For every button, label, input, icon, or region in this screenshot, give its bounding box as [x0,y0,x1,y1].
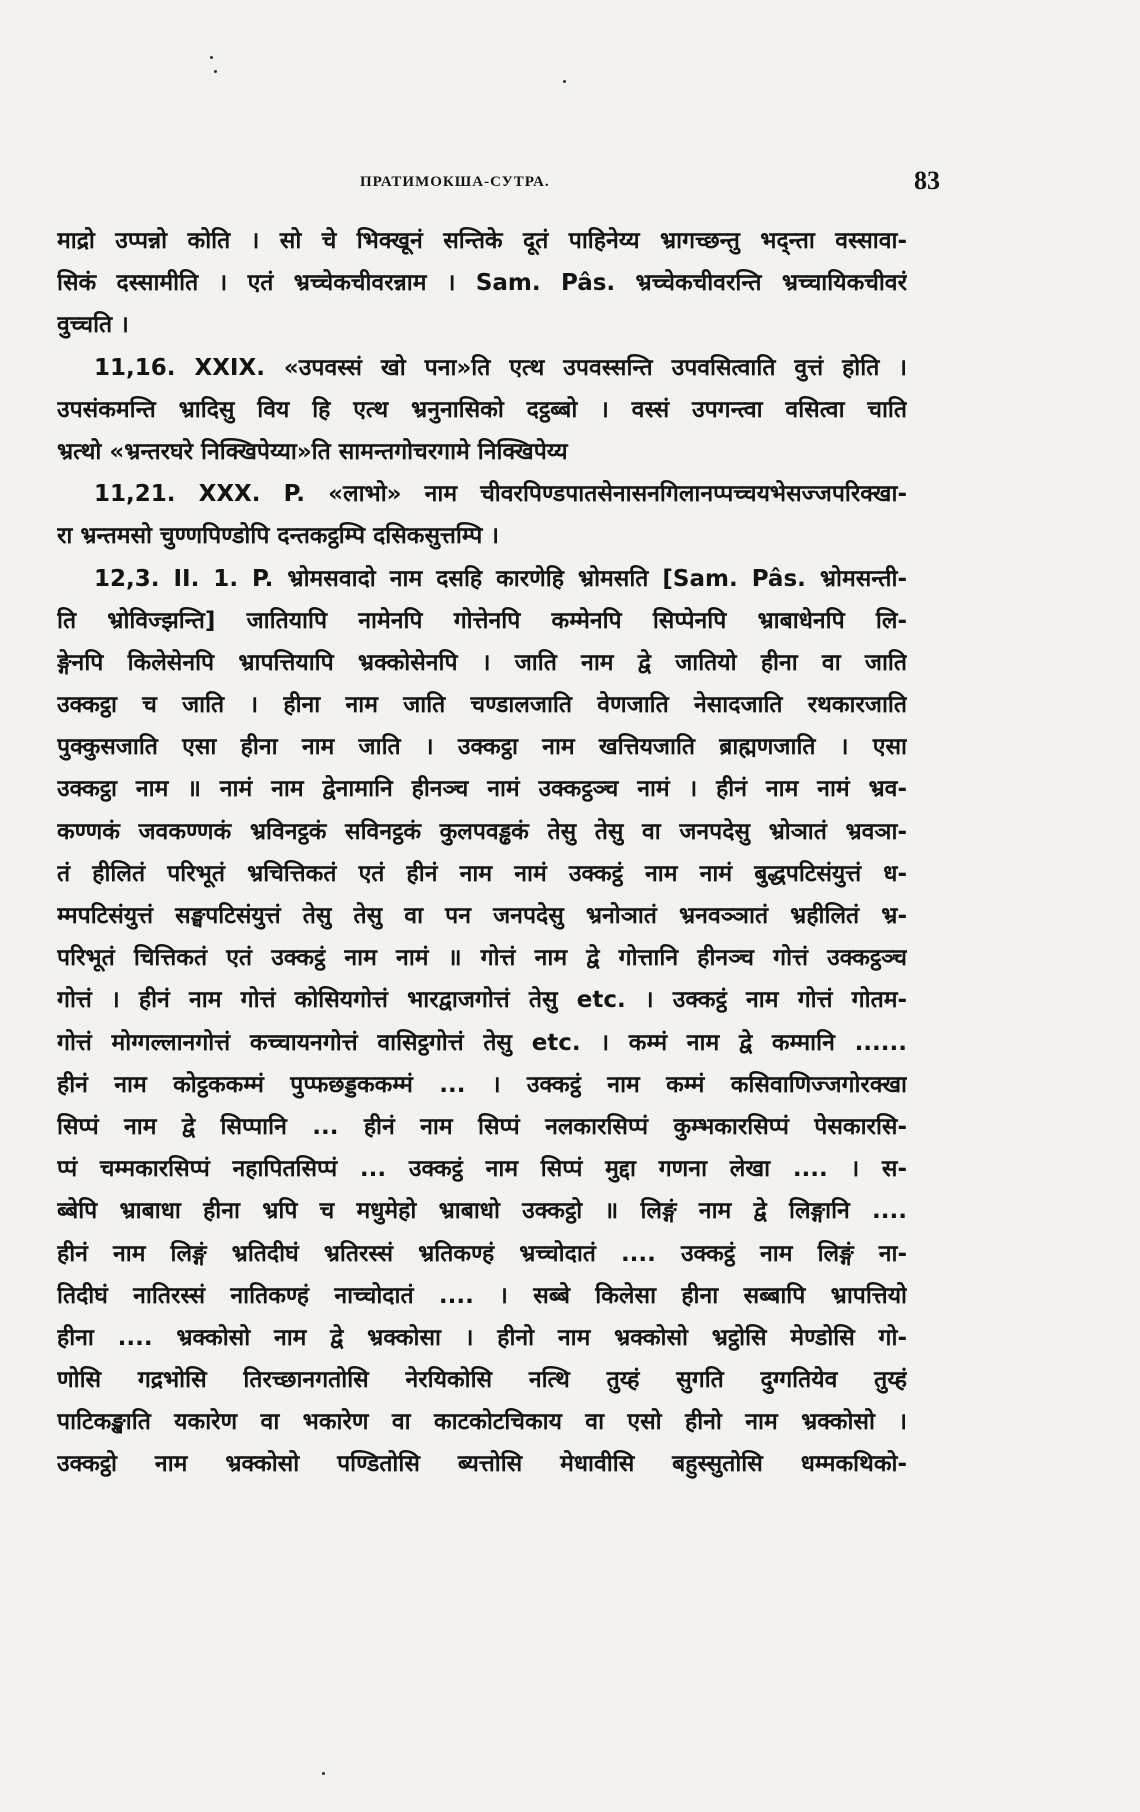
text-line: प्पं चम्मकारसिप्पं नहापितसिप्पं ... उक्कट्ठं नाम सिप्पं मुद्दा गणना लेखा .... । स- [57,1156,907,1183]
text-line: 11,21. XXX. P. «लाभो» नाम चीवरपिण्डपातसेनासनगिलानप्पच्चयभेसज्जपरिक्खा- [94,481,907,508]
paper-speck [322,1772,325,1775]
text-line: हीनं नाम लिङ्गं भ्रतिदीघं भ्रतिरस्सं भ्रतिकण्हं भ्रच्चोदातं .... उक्कट्ठं नाम लिङ्गं ना- [57,1240,907,1267]
text-line: ङ्गेनपि किलेसेनपि भ्रापत्तियापि भ्रक्कोसेनपि । जाति नाम द्वे जातियो हीना वा जाति [57,649,907,676]
text-line: माद्रो उप्पन्नो कोति । सो चे भिक्खूनं सन्तिके दूतं पाहिनेय्य भ्रागच्छन्तु भद्न्ता वस्सावा- [57,228,907,254]
text-line: सिप्पं नाम द्वे सिप्पानि ... हीनं नाम सिप्पं नलकारसिप्पं कुम्भकारसिप्पं पेसकारसि- [57,1113,907,1140]
text-line: कण्णकं जवकण्णकं भ्रविनट्ठकं सविनट्ठकं कुलपवड्ढकं तेसु तेसु वा जनपदेसु भ्रोञातं भ्रवञा- [57,818,907,845]
text-line: उपसंकमन्ति भ्रादिसु विय हि एत्थ भ्रनुनासिको दट्ठब्बो । वस्सं उपगन्त्वा वसित्वा चाति [57,396,907,423]
text-line: पुक्कुसजाति एसा हीना नाम जाति । उक्कट्ठा नाम खत्तियजाति ब्राह्मणजाति । एसा [57,734,907,761]
paper-speck [214,70,217,73]
text-line: हीना .... भ्रक्कोसो नाम द्वे भ्रक्कोसा । हीनो नाम भ्रक्कोसो भ्रट्ठोसि मेण्डोसि गो- [57,1324,907,1351]
text-line: गोत्तं मोग्गल्लानगोत्तं कच्चायनगोत्तं वासिट्ठगोत्तं तेसु etc. । कम्मं नाम द्वे कम्मानि ...... [57,1029,907,1056]
text-line: हीनं नाम कोट्ठककम्मं पुप्फछड्डककम्मं ... । उक्कट्ठं नाम कम्मं कसिवाणिज्जगोरक्खा [57,1071,907,1098]
text-line: रा भ्रन्तमसो चुण्णपिण्डोपि दन्तकट्ठम्पि दसिकसुत्तम्पि । [57,523,499,550]
paper-speck [210,56,213,59]
text-line: 11,16. XXIX. «उपवस्सं खो पना»ति एत्थ उपवस्सन्ति उपवसित्वाति वुत्तं होति । [94,354,907,381]
text-line: परिभूतं चित्तिकतं एतं उक्कट्ठं नाम नामं ॥ गोत्तं नाम द्वे गोत्तानि हीनञ्च गोत्तं उक्कट्ठञ्च [57,945,907,972]
page-number: 83 [914,166,940,195]
text-line: ब्बेपि भ्राबाधा हीना भ्रपि च मधुमेहो भ्राबाधो उक्कट्ठो ॥ लिङ्गं नाम द्वे लिङ्गानि .... [57,1198,907,1225]
text-line: म्मपटिसंयुत्तं सङ्घपटिसंयुत्तं तेसु तेसु वा पन जनपदेसु भ्रनोञातं भ्रनवञ्ञातं भ्रहीलितं भ्र- [57,903,907,929]
text-line: तं हीलितं परिभूतं भ्रचित्तिकतं एतं हीनं नाम नामं उक्कट्ठं नाम नामं बुद्धपटिसंयुत्तं ध- [57,860,907,887]
text-line: पाटिकङ्खाति यकारेण वा भकारेण वा काटकोटचिकाय वा एसो हीनो नाम भ्रक्कोसो । [57,1409,907,1436]
text-line: वुच्चति । [57,312,129,339]
text-line: 12,3. II. 1. P. भ्रोमसवादो नाम दसहि कारणेहि भ्रोमसति [Sam. Pâs. भ्रोमसन्ती- [94,565,907,592]
text-line: सिकं दस्सामीति । एतं भ्रच्चेकचीवरन्नाम । Sam. Pâs. भ्रच्चेकचीवरन्ति भ्रच्चायिकचीवरं [57,270,907,297]
text-line: उक्कट्ठा च जाति । हीना नाम जाति चण्डालजाति वेणजाति नेसादजाति रथकारजाति [57,692,907,719]
text-line: उक्कट्ठा नाम ॥ नामं नाम द्वेनामानि हीनञ्च नामं उक्कट्ठञ्च नामं । हीनं नाम नामं भ्रव- [57,776,907,803]
text-line: ति भ्रोविज्झन्ति] जातियापि नामेनपि गोत्तेनपि कम्मेनपि सिप्पेनपि भ्राबाधेनपि लि- [57,607,907,634]
body-text [57,220,907,1486]
text-line: भ्रत्थो «भ्रन्तरघरे निक्खिपेय्या»ति सामन्तगोचरगामे निक्खिपेय्य [57,438,568,465]
text-line: उक्कट्ठो नाम भ्रक्कोसो पण्डितोसि ब्यत्तोसि मेधावीसि बहुस्सुतोसि धम्मकथिको- [57,1451,907,1478]
page-header [60,166,940,204]
text-line: तिदीघं नातिरस्सं नातिकण्हं नाच्चोदातं .... । सब्बे किलेसा हीना सब्बापि भ्रापत्तियो [57,1282,907,1309]
text-line: णोसि गद्रभोसि तिरच्छानगतोसि नेरयिकोसि नत्थि तुय्हं सुगति दुग्गतियेव तुय्हं [57,1367,907,1394]
running-head: ПРАТИМОКША-СУТРА. [360,174,550,190]
text-line: गोत्तं । हीनं नाम गोत्तं कोसियगोत्तं भारद्वाजगोत्तं तेसु etc. । उक्कट्ठं नाम गोत्तं गोतम- [57,987,907,1014]
paper-speck [563,80,566,83]
